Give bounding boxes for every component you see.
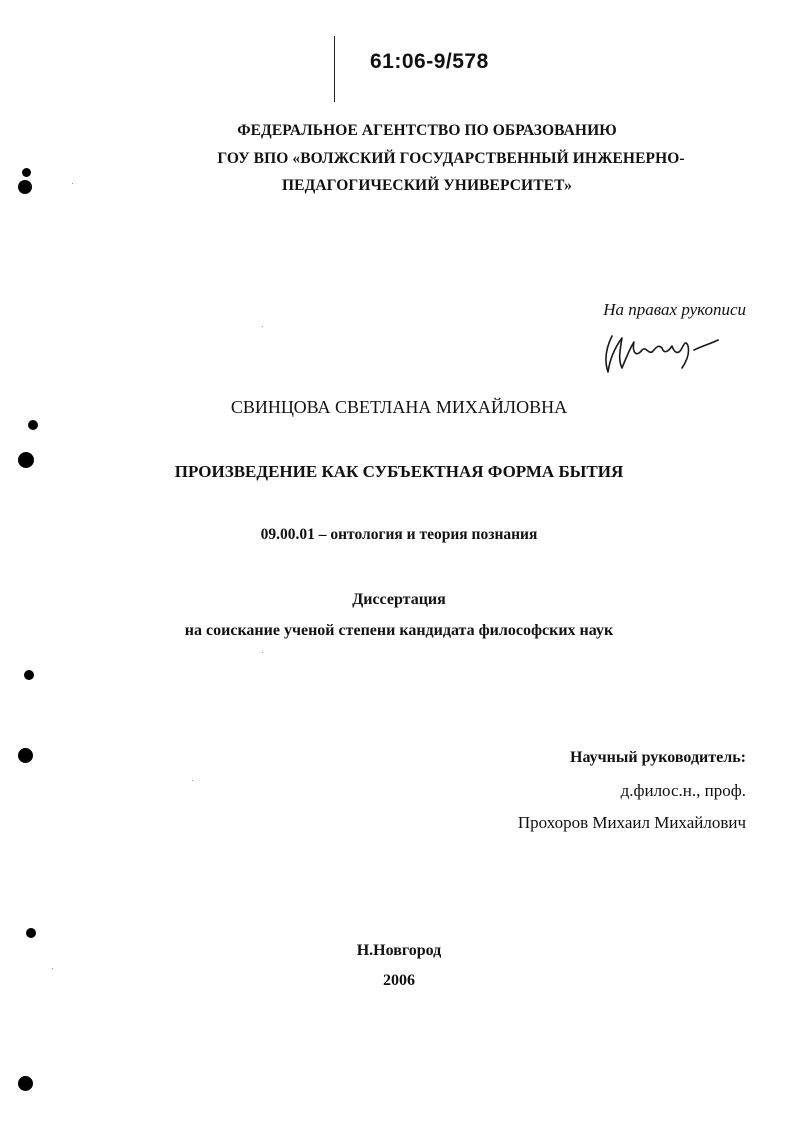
scan-speck bbox=[72, 183, 73, 184]
specialty-code: 09.00.01 – онтология и теория познания bbox=[260, 526, 538, 543]
scan-speck bbox=[192, 780, 193, 781]
scan-speck bbox=[262, 326, 263, 327]
binding-hole-mark bbox=[24, 670, 34, 680]
header-divider-line bbox=[334, 36, 335, 102]
scan-speck bbox=[52, 968, 53, 969]
scan-speck bbox=[262, 652, 263, 653]
binding-hole-mark bbox=[18, 180, 32, 194]
dissertation-title: ПРОИЗВЕДЕНИЕ КАК СУБЪЕКТНАЯ ФОРМА БЫТИЯ bbox=[174, 462, 624, 481]
degree-purpose: на соискание ученой степени кандидата философских наук bbox=[184, 622, 614, 639]
binding-hole-mark bbox=[28, 420, 38, 430]
dissertation-label: Диссертация bbox=[352, 591, 446, 608]
place-of-publication: Н.Новгород bbox=[356, 942, 442, 959]
supervisor-degree: д.филос.н., проф. bbox=[620, 781, 746, 800]
organization-line-1: ФЕДЕРАЛЬНОЕ АГЕНТСТВО ПО ОБРАЗОВАНИЮ bbox=[237, 122, 617, 139]
author-name: СВИНЦОВА СВЕТЛАНА МИХАЙЛОВНА bbox=[230, 397, 568, 417]
binding-hole-mark bbox=[18, 452, 34, 468]
supervisor-heading: Научный руководитель: bbox=[570, 749, 746, 766]
binding-hole-mark bbox=[18, 1076, 33, 1091]
publication-year: 2006 bbox=[383, 972, 415, 989]
manuscript-rights-note: На правах рукописи bbox=[603, 300, 746, 319]
supervisor-name: Прохоров Михаил Михайлович bbox=[517, 813, 746, 832]
binding-hole-mark bbox=[22, 168, 31, 177]
organization-line-3: ПЕДАГОГИЧЕСКИЙ УНИВЕРСИТЕТ» bbox=[282, 177, 572, 194]
binding-hole-mark bbox=[26, 928, 36, 938]
organization-line-2: ГОУ ВПО «ВОЛЖСКИЙ ГОСУДАРСТВЕННЫЙ ИНЖЕНЕРНО- bbox=[217, 150, 685, 167]
catalog-code: 61:06-9/578 bbox=[370, 50, 489, 73]
binding-hole-mark bbox=[18, 748, 33, 763]
handwritten-signature bbox=[598, 328, 722, 378]
